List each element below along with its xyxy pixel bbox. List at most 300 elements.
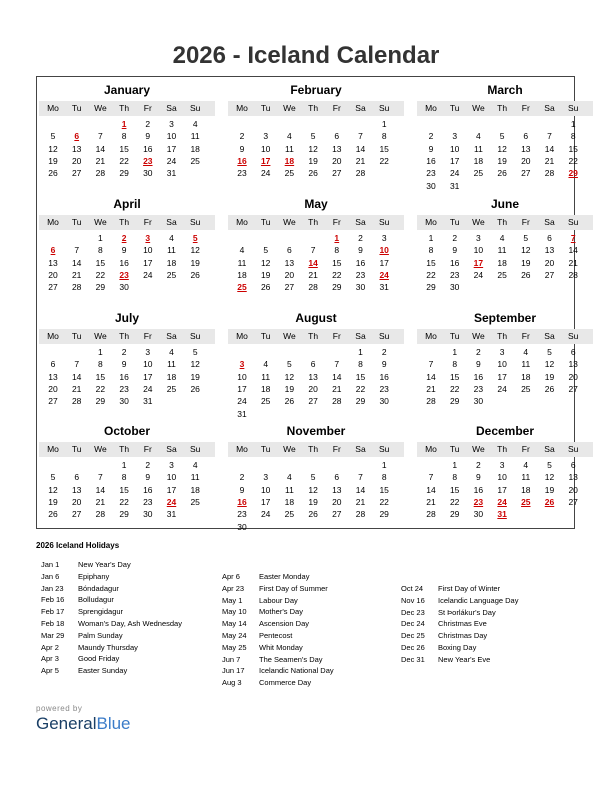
day-cell: 3: [169, 460, 174, 470]
brand-logo: [36, 704, 131, 734]
holiday-date: Jun 17: [222, 666, 245, 676]
weekday-label: Fr: [521, 217, 530, 227]
holiday-day: 16: [237, 155, 247, 166]
day-cell: 22: [568, 155, 578, 166]
day-cell: 18: [260, 383, 271, 394]
holiday-day: 1: [121, 119, 127, 129]
month-name: October: [103, 424, 150, 438]
day-cell: 16: [119, 371, 129, 382]
day-cell: 2: [381, 347, 387, 357]
holiday-name: Pentecost: [259, 630, 293, 640]
day-cell: 24: [237, 396, 247, 407]
day-cell: 9: [239, 484, 245, 495]
day-cell: 23: [119, 383, 129, 394]
day-cell: 16: [473, 484, 484, 495]
day-cell: 20: [568, 484, 578, 495]
holiday-name: Easter Monday: [259, 572, 310, 581]
day-cell: 23: [355, 269, 366, 280]
day-cell: 13: [544, 245, 555, 256]
day-cell: 18: [284, 496, 295, 507]
weekday-label: Th: [119, 103, 130, 113]
day-cell: 4: [476, 131, 481, 142]
day-cell: 17: [143, 257, 153, 268]
day-cell: 11: [261, 371, 271, 382]
day-cell: 12: [544, 472, 555, 483]
day-cell: 22: [379, 496, 389, 507]
day-cell: 28: [95, 509, 106, 520]
weekday-label: We: [94, 444, 107, 454]
day-cell: 10: [143, 245, 153, 256]
holiday-day: 17: [260, 155, 271, 166]
weekday-label: Sa: [544, 103, 555, 113]
day-cell: 30: [355, 282, 366, 293]
day-cell: 9: [452, 245, 458, 256]
day-cell: 30: [449, 282, 460, 293]
day-cell: 30: [473, 396, 484, 407]
weekday-label: We: [472, 444, 485, 454]
day-cell: 30: [119, 396, 129, 407]
day-cell: 6: [287, 245, 292, 256]
holiday-day: 5: [192, 233, 198, 243]
weekday-label: Fr: [332, 103, 341, 113]
weekday-label: We: [472, 217, 485, 227]
day-cell: 19: [48, 155, 58, 166]
day-cell: 18: [497, 257, 507, 268]
day-cell: 5: [192, 347, 198, 357]
day-cell: 8: [381, 131, 387, 142]
month-december: [417, 420, 593, 532]
day-cell: 24: [473, 269, 484, 280]
weekday-label: Th: [308, 103, 319, 113]
weekday-label: We: [472, 331, 485, 341]
day-cell: 22: [449, 496, 460, 507]
day-cell: 18: [473, 155, 484, 166]
day-cell: 20: [48, 383, 58, 394]
day-cell: 16: [426, 155, 436, 166]
day-cell: 17: [497, 484, 507, 495]
day-cell: 22: [426, 269, 436, 280]
weekday-label: Fr: [332, 444, 341, 454]
holiday-date: Dec 26: [401, 642, 425, 652]
day-cell: 16: [355, 257, 366, 268]
day-cell: 14: [95, 143, 106, 154]
holiday-day: 24: [379, 269, 389, 280]
weekday-label: Su: [378, 217, 390, 227]
weekday-label: We: [94, 103, 107, 113]
day-cell: 26: [308, 509, 318, 520]
day-cell: 13: [568, 359, 578, 370]
day-cell: 11: [521, 472, 531, 483]
weekday-label: Tu: [260, 103, 271, 113]
day-cell: 28: [426, 396, 436, 407]
day-cell: 30: [426, 180, 436, 191]
weekday-label: Su: [189, 103, 201, 113]
day-cell: 6: [310, 359, 316, 370]
month-name: November: [286, 424, 346, 438]
day-cell: 3: [476, 233, 481, 243]
holiday-date: May 10: [222, 607, 247, 617]
weekday-label: Tu: [260, 444, 271, 454]
day-cell: 31: [237, 408, 247, 419]
day-cell: 22: [355, 383, 366, 394]
weekday-label: Sa: [544, 331, 555, 341]
holiday-date: Dec 31: [401, 654, 425, 664]
weekday-label: Sa: [544, 444, 555, 454]
day-cell: 24: [260, 509, 271, 520]
day-cell: 13: [568, 472, 578, 483]
holidays-title: 2026 Iceland Holidays: [36, 541, 120, 550]
day-cell: 8: [334, 245, 340, 256]
month-name: June: [490, 197, 519, 211]
weekday-label: Su: [567, 103, 579, 113]
day-cell: 19: [521, 257, 531, 268]
day-cell: 14: [355, 484, 366, 495]
day-cell: 13: [48, 371, 58, 382]
day-cell: 8: [358, 359, 363, 370]
day-cell: 12: [284, 371, 295, 382]
day-cell: 28: [332, 396, 342, 407]
day-cell: 18: [190, 143, 200, 154]
weekday-label: Su: [567, 331, 579, 341]
day-cell: 8: [121, 472, 127, 483]
day-cell: 18: [166, 371, 177, 382]
weekday-label: Tu: [71, 103, 82, 113]
holiday-date: Oct 24: [401, 584, 424, 593]
weekday-label: Mo: [47, 217, 59, 227]
day-cell: 13: [308, 371, 318, 382]
day-cell: 24: [143, 383, 153, 394]
day-cell: 29: [95, 282, 106, 293]
day-cell: 5: [523, 233, 529, 243]
holiday-name: Icelandic National Day: [259, 666, 334, 676]
holiday-name: Palm Sunday: [78, 630, 123, 640]
month-name: December: [475, 424, 535, 438]
day-cell: 1: [570, 119, 576, 129]
holiday-name: Boxing Day: [438, 642, 477, 652]
day-cell: 2: [239, 472, 245, 483]
month-march: [417, 79, 593, 191]
holiday-day: 17: [473, 257, 484, 268]
holiday-name: Ascension Day: [259, 619, 310, 629]
day-cell: 21: [71, 383, 82, 394]
day-cell: 12: [497, 143, 507, 154]
day-cell: 4: [263, 359, 269, 370]
weekday-label: Mo: [47, 331, 59, 341]
weekday-label: Th: [497, 444, 508, 454]
holiday-name: New Year's Day: [78, 560, 131, 569]
weekday-label: Th: [497, 103, 508, 113]
day-cell: 23: [473, 383, 484, 394]
weekday-label: Mo: [236, 331, 248, 341]
day-cell: 19: [544, 371, 555, 382]
logo-text-general: General: [36, 714, 97, 733]
day-cell: 12: [544, 359, 555, 370]
day-cell: 26: [308, 168, 318, 179]
weekday-label: Sa: [166, 103, 177, 113]
day-cell: 28: [568, 269, 578, 280]
day-cell: 10: [473, 245, 484, 256]
day-cell: 7: [98, 131, 103, 142]
holiday-day: 3: [239, 359, 245, 370]
day-cell: 16: [449, 257, 460, 268]
day-cell: 16: [143, 484, 153, 495]
day-cell: 15: [119, 143, 129, 154]
holiday-date: Jan 6: [41, 571, 60, 581]
day-cell: 12: [308, 484, 318, 495]
weekday-label: Su: [189, 217, 201, 227]
day-cell: 8: [121, 131, 127, 142]
day-cell: 9: [121, 359, 127, 370]
weekday-label: Sa: [355, 103, 366, 113]
weekday-label: Th: [497, 217, 508, 227]
day-cell: 6: [50, 359, 56, 370]
holiday-name: First Day of Summer: [259, 583, 328, 593]
day-cell: 13: [71, 143, 82, 154]
day-cell: 30: [379, 396, 389, 407]
day-cell: 5: [310, 131, 316, 142]
day-cell: 30: [143, 509, 153, 520]
day-cell: 10: [166, 131, 177, 142]
day-cell: 25: [497, 269, 507, 280]
holiday-name: Sprengidagur: [78, 607, 124, 617]
day-cell: 27: [48, 282, 58, 293]
weekday-header: [228, 442, 404, 457]
day-cell: 17: [237, 383, 247, 394]
month-june: [417, 193, 593, 305]
month-july: [39, 307, 215, 419]
day-cell: 10: [166, 472, 177, 483]
day-cell: 8: [381, 472, 387, 483]
day-cell: 20: [332, 496, 342, 507]
day-cell: 27: [568, 496, 578, 507]
day-cell: 8: [98, 245, 103, 256]
holiday-name: Maundy Thursday: [78, 642, 138, 652]
day-cell: 4: [523, 460, 529, 470]
day-cell: 19: [308, 496, 318, 507]
day-cell: 24: [260, 168, 271, 179]
day-cell: 16: [143, 143, 153, 154]
weekday-label: Fr: [521, 444, 530, 454]
day-cell: 20: [521, 155, 531, 166]
day-cell: 29: [119, 509, 129, 520]
day-cell: 11: [190, 472, 200, 483]
holiday-day: 25: [237, 282, 247, 293]
weekday-label: We: [94, 331, 107, 341]
weekday-label: Mo: [425, 103, 437, 113]
day-cell: 2: [428, 131, 434, 142]
month-october: [39, 420, 215, 532]
holiday-date: Apr 5: [41, 666, 59, 676]
holiday-date: Dec 24: [401, 619, 425, 629]
day-cell: 18: [237, 269, 247, 280]
day-cell: 9: [358, 245, 363, 256]
day-cell: 25: [473, 168, 484, 179]
day-cell: 11: [167, 245, 176, 256]
weekday-label: We: [283, 331, 296, 341]
day-cell: 21: [95, 155, 106, 166]
day-cell: 11: [284, 484, 294, 495]
day-cell: 4: [169, 233, 174, 243]
day-cell: 28: [355, 509, 366, 520]
weekday-header: [228, 329, 404, 344]
day-cell: 25: [166, 383, 177, 394]
day-cell: 14: [426, 371, 436, 382]
day-cell: 31: [166, 168, 177, 179]
day-cell: 23: [449, 269, 460, 280]
page-title: 2026 - Iceland Calendar: [172, 42, 440, 69]
day-cell: 20: [48, 269, 58, 280]
holiday-date: May 1: [222, 595, 243, 605]
day-cell: 13: [284, 257, 295, 268]
day-cell: 13: [71, 484, 82, 495]
day-cell: 27: [332, 509, 342, 520]
weekday-label: Sa: [355, 331, 366, 341]
weekday-label: We: [472, 103, 485, 113]
day-cell: 3: [381, 233, 387, 243]
weekday-label: Sa: [544, 217, 555, 227]
holiday-day: 2: [121, 233, 127, 243]
weekday-label: Mo: [47, 444, 59, 454]
day-cell: 23: [143, 496, 153, 507]
day-cell: 2: [476, 460, 481, 470]
day-cell: 27: [332, 168, 342, 179]
day-cell: 20: [332, 155, 342, 166]
day-cell: 25: [284, 509, 295, 520]
weekday-header: [417, 442, 593, 457]
month-january: [39, 79, 215, 191]
day-cell: 25: [190, 496, 200, 507]
day-cell: 17: [166, 484, 177, 495]
weekday-label: Su: [378, 444, 390, 454]
day-cell: 10: [260, 484, 271, 495]
day-cell: 6: [570, 347, 576, 357]
day-cell: 14: [355, 143, 366, 154]
day-cell: 4: [169, 347, 174, 357]
holiday-name: Commerce Day: [259, 678, 312, 688]
generalblue-logo: [36, 714, 131, 734]
day-cell: 23: [237, 168, 247, 179]
day-cell: 9: [145, 131, 151, 142]
weekday-label: Fr: [143, 103, 152, 113]
day-cell: 26: [521, 269, 531, 280]
day-cell: 4: [287, 472, 292, 483]
holiday-name: Good Friday: [78, 654, 120, 664]
day-cell: 11: [284, 143, 294, 154]
day-cell: 21: [426, 496, 436, 507]
day-cell: 14: [71, 371, 82, 382]
weekday-label: Su: [567, 217, 579, 227]
day-cell: 11: [473, 143, 483, 154]
month-name: May: [304, 197, 328, 211]
weekday-header: [228, 101, 404, 116]
holiday-name: Easter Sunday: [78, 666, 128, 676]
day-cell: 26: [48, 509, 58, 520]
day-cell: 27: [521, 168, 531, 179]
weekday-label: Tu: [449, 217, 460, 227]
holiday-day: 7: [570, 233, 576, 243]
holiday-day: 31: [497, 509, 507, 520]
day-cell: 3: [169, 119, 174, 129]
day-cell: 27: [48, 396, 58, 407]
day-cell: 1: [381, 119, 387, 129]
weekday-label: Fr: [521, 331, 530, 341]
holiday-date: Aug 3: [222, 678, 242, 688]
day-cell: 1: [428, 233, 434, 243]
day-cell: 5: [499, 131, 505, 142]
day-cell: 19: [48, 496, 58, 507]
weekday-label: Sa: [166, 331, 177, 341]
weekday-label: Th: [497, 331, 508, 341]
weekday-header: [39, 101, 215, 116]
day-cell: 19: [190, 257, 200, 268]
holiday-day: 23: [143, 155, 153, 166]
holiday-day: 18: [284, 155, 295, 166]
day-cell: 28: [71, 396, 82, 407]
holiday-name: The Seamen's Day: [259, 654, 323, 664]
month-name: January: [103, 83, 151, 97]
day-cell: 17: [166, 143, 177, 154]
day-cell: 31: [449, 180, 460, 191]
day-cell: 11: [521, 359, 531, 370]
day-cell: 5: [263, 245, 269, 256]
day-cell: 19: [544, 484, 555, 495]
weekday-label: Su: [378, 103, 390, 113]
holiday-date: Dec 23: [401, 607, 425, 617]
day-cell: 1: [452, 347, 458, 357]
day-cell: 15: [449, 371, 460, 382]
day-cell: 3: [499, 460, 505, 470]
weekday-label: Fr: [521, 103, 530, 113]
day-cell: 9: [121, 245, 127, 256]
day-cell: 26: [48, 168, 58, 179]
day-cell: 30: [473, 509, 484, 520]
day-cell: 5: [287, 359, 292, 370]
day-cell: 16: [379, 371, 389, 382]
weekday-label: Mo: [236, 103, 248, 113]
weekday-header: [417, 101, 593, 116]
day-cell: 9: [239, 143, 245, 154]
holiday-date: Mar 29: [41, 630, 65, 640]
holiday-day: 25: [521, 496, 531, 507]
day-cell: 7: [547, 131, 552, 142]
day-cell: 21: [95, 496, 106, 507]
day-cell: 25: [284, 168, 295, 179]
day-cell: 28: [544, 168, 555, 179]
day-cell: 14: [332, 371, 342, 382]
weekday-label: Su: [189, 331, 201, 341]
month-name: August: [295, 311, 337, 325]
holiday-date: Feb 17: [41, 607, 65, 617]
day-cell: 21: [355, 155, 366, 166]
day-cell: 21: [355, 496, 366, 507]
day-cell: 4: [192, 460, 198, 470]
day-cell: 18: [190, 484, 200, 495]
weekday-label: Tu: [71, 217, 82, 227]
day-cell: 7: [428, 359, 434, 370]
day-cell: 23: [379, 383, 389, 394]
day-cell: 12: [48, 143, 58, 154]
day-cell: 29: [332, 282, 342, 293]
month-name: March: [487, 83, 523, 97]
day-cell: 8: [452, 472, 458, 483]
day-cell: 8: [428, 245, 434, 256]
day-cell: 9: [476, 472, 481, 483]
holiday-date: May 24: [222, 630, 247, 640]
month-november: [228, 420, 404, 532]
holiday-date: Feb 18: [41, 618, 65, 628]
holiday-date: Apr 3: [41, 654, 59, 664]
holiday-name: Christmas Eve: [438, 619, 487, 629]
